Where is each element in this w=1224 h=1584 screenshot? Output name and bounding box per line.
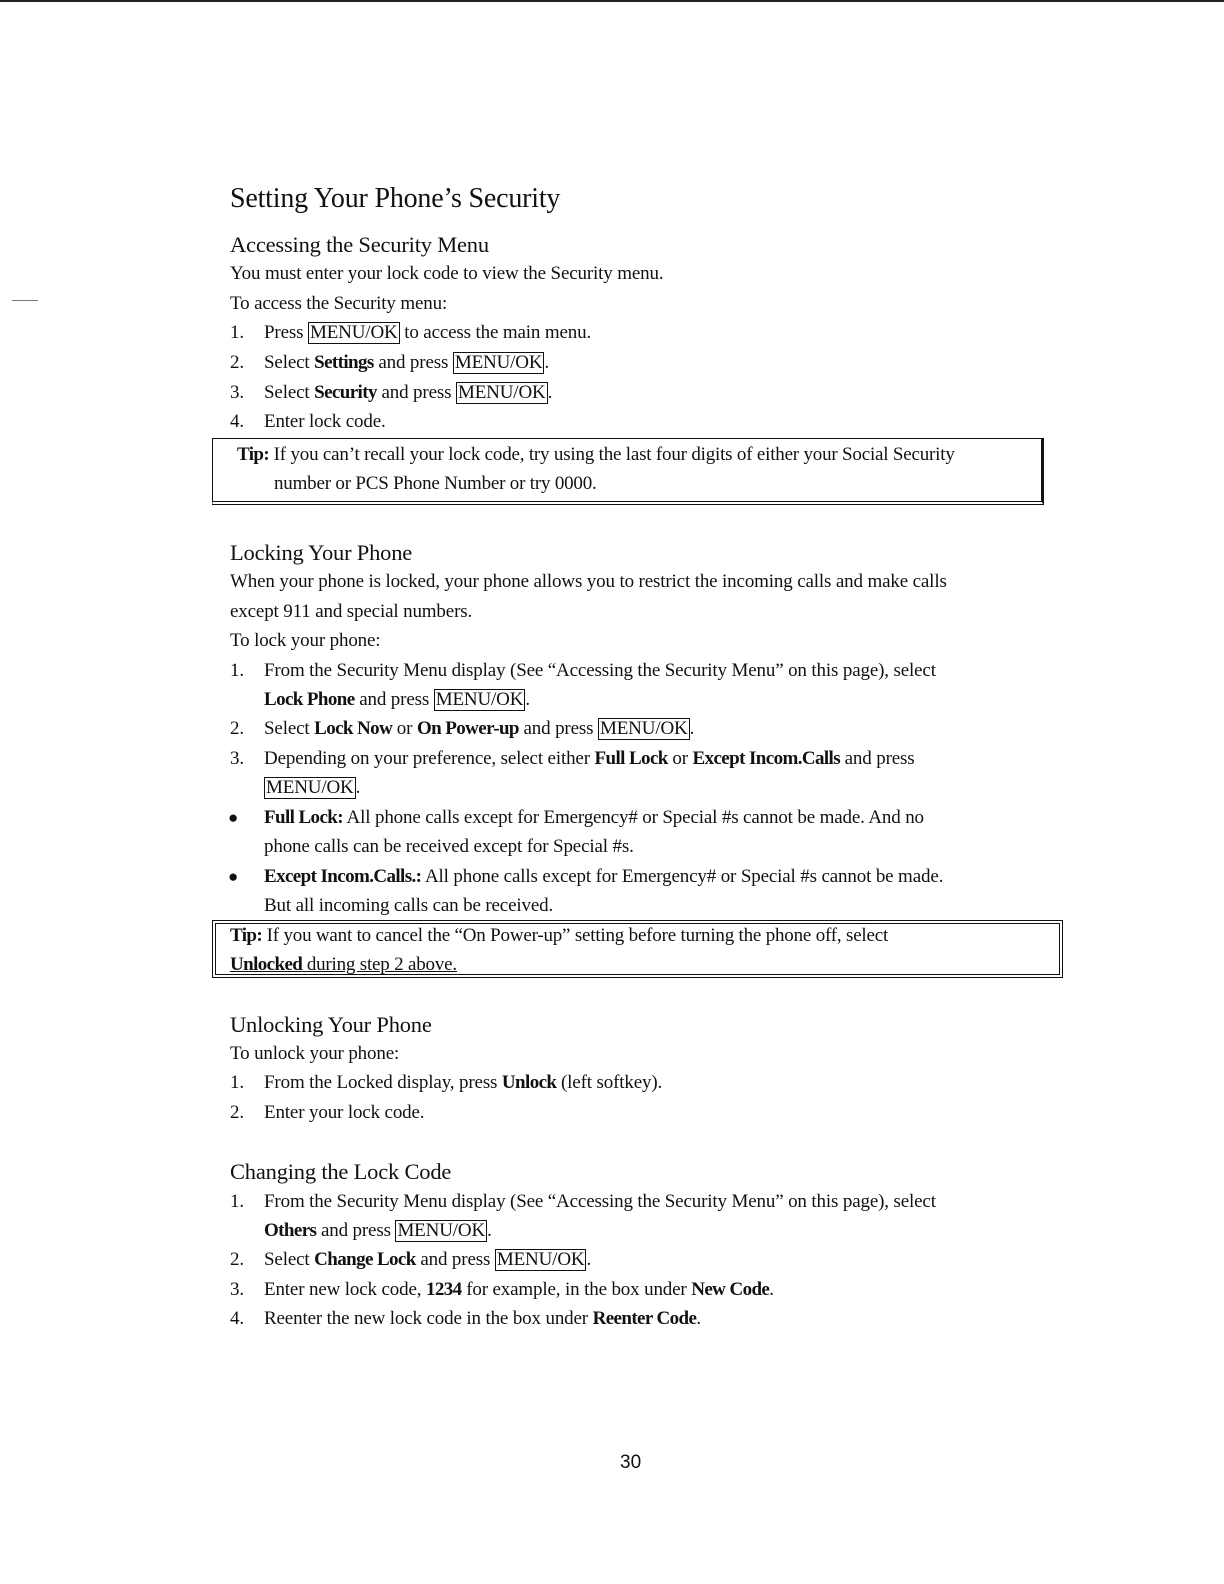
changing-step-1: 1. From the Security Menu display (See “Accessing the Security Menu” on this page), select [230, 1187, 936, 1217]
unlocking-step-2: 2. Enter your lock code. [230, 1098, 424, 1128]
menu-ok-key: MENU/OK [266, 777, 354, 798]
accessing-intro: You must enter your lock code to view the Security menu. [230, 263, 664, 284]
step-number: 3. [230, 748, 244, 769]
changing-step-4: 4. Reenter the new lock code in the box under Reenter Code. [230, 1304, 701, 1334]
margin-mark [12, 300, 38, 301]
bullet-icon: ● [228, 808, 239, 827]
page-title: Setting Your Phone’s Security [230, 183, 561, 214]
accessing-lead: To access the Security menu: [230, 293, 448, 314]
top-rule [0, 0, 1224, 2]
step-number: 3. [230, 1279, 244, 1300]
step-number: 3. [230, 382, 244, 403]
step-number: 1. [230, 1191, 244, 1212]
tip-label: Tip: [237, 444, 270, 465]
step-number: 2. [230, 718, 244, 739]
locking-step-1: 1. From the Security Menu display (See “Accessing the Security Menu” on this page), select [230, 656, 936, 686]
except-incom-bullet-line1: Except Incom.Calls.: All phone calls except for Emergency# or Special #s cannot be made. [264, 866, 944, 887]
menu-ok-key: MENU/OK [454, 352, 543, 373]
step-number: 1. [230, 322, 244, 343]
step-number: 2. [230, 352, 244, 373]
tip-lock-code-line2: number or PCS Phone Number or try 0000. [274, 473, 597, 494]
accessing-step-1: 1. Press MENU/OK to access the main menu. [230, 318, 591, 348]
step-number: 1. [230, 660, 244, 681]
locking-lead: To lock your phone: [230, 630, 381, 651]
locking-step-3: 3. Depending on your preference, select either Full Lock or Except Incom.Calls and press [230, 744, 915, 774]
menu-ok-key: MENU/OK [309, 322, 398, 343]
full-lock-bullet-line2: phone calls can be received except for Special #s. [264, 836, 634, 857]
locking-intro-line2: except 911 and special numbers. [230, 601, 473, 622]
accessing-step-4: 4. Enter lock code. [230, 407, 386, 437]
tip-power-up-line2: Unlocked during step 2 above. [230, 954, 457, 975]
changing-step-2: 2. Select Change Lock and press MENU/OK . [230, 1245, 591, 1275]
changing-step-1-cont: Others and press MENU/OK . [264, 1220, 492, 1241]
heading-unlocking-your-phone: Unlocking Your Phone [230, 1012, 432, 1037]
tip-lock-code-line1: Tip: If you can’t recall your lock code, try using the last four digits of either your Social Security [237, 444, 955, 465]
changing-step-3: 3. Enter new lock code, 1234 for example, in the box under New Code. [230, 1275, 774, 1305]
except-incom-bullet-line2: But all incoming calls can be received. [264, 895, 554, 916]
unlocking-lead: To unlock your phone: [230, 1043, 400, 1064]
step-number: 2. [230, 1249, 244, 1270]
page-number: 30 [620, 1452, 642, 1473]
tip-label: Tip: [230, 925, 263, 946]
locking-step-1-cont: Lock Phone and press MENU/OK . [264, 689, 530, 710]
heading-locking-your-phone: Locking Your Phone [230, 540, 413, 565]
locking-step-3-cont: MENU/OK . [266, 777, 361, 798]
bullet-icon: ● [228, 867, 239, 886]
heading-changing-lock-code: Changing the Lock Code [230, 1159, 452, 1184]
menu-ok-key: MENU/OK [397, 1220, 486, 1241]
full-lock-bullet-line1: Full Lock: All phone calls except for Emergency# or Special #s cannot be made. And no [264, 807, 924, 828]
step-number: 1. [230, 1072, 244, 1093]
step-number: 4. [230, 411, 244, 432]
menu-ok-key: MENU/OK [435, 689, 524, 710]
accessing-step-3: 3. Select Security and press MENU/OK . [230, 378, 552, 408]
heading-accessing-security-menu: Accessing the Security Menu [230, 232, 489, 257]
locking-step-2: 2. Select Lock Now or On Power-up and press MENU/OK . [230, 714, 694, 744]
menu-ok-key: MENU/OK [496, 1249, 585, 1270]
tip-power-up-line1: Tip: If you want to cancel the “On Power-up” setting before turning the phone off, select [230, 925, 889, 946]
unlocking-step-1: 1. From the Locked display, press Unlock (left softkey). [230, 1068, 662, 1098]
menu-ok-key: MENU/OK [599, 718, 688, 739]
step-number: 2. [230, 1102, 244, 1123]
locking-intro-line1: When your phone is locked, your phone allows you to restrict the incoming calls and make calls [230, 571, 947, 592]
step-number: 4. [230, 1308, 244, 1329]
menu-ok-key: MENU/OK [457, 382, 546, 403]
accessing-step-2: 2. Select Settings and press MENU/OK . [230, 348, 549, 378]
